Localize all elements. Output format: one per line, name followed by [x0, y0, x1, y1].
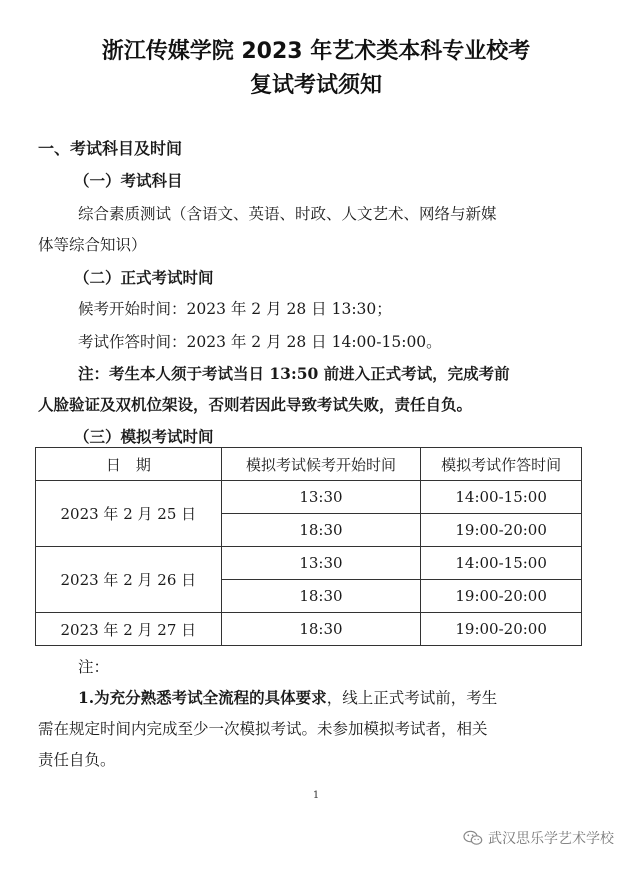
mock-exam-table	[35, 447, 582, 646]
watermark	[463, 828, 614, 848]
answer-cell: 14:00-15:00	[421, 547, 582, 580]
date-cell: 2023 年 2 月 26 日	[36, 547, 222, 613]
section-heading: 一、考试科目及时间	[38, 139, 183, 158]
wait-cell: 18:30	[221, 613, 421, 646]
header-date: 日 期	[36, 448, 222, 481]
note-item1-line2: 需在规定时间内完成至少一次模拟考试。未参加模拟考试者，相关	[38, 720, 488, 738]
watermark-text: 武汉思乐学艺术学校	[488, 831, 614, 847]
table-row	[36, 547, 582, 580]
note-item1-line1	[78, 686, 497, 708]
answer-time: 考试作答时间：2023 年 2 月 28 日 14:00-15:00。	[78, 333, 442, 351]
answer-cell: 19:00-20:00	[421, 613, 582, 646]
formal-note-line1: 注：考生本人须于考试当日 13:50 前进入正式考试，完成考前	[78, 364, 510, 383]
header-answer-time: 模拟考试作答时间	[421, 448, 582, 481]
wait-cell: 13:30	[221, 547, 421, 580]
document-title-line2: 复试考试须知	[249, 73, 382, 98]
wait-cell: 13:30	[221, 481, 421, 514]
notes-label: 注：	[78, 658, 110, 676]
subsection-heading-formal-time: （二）正式考试时间	[74, 268, 214, 287]
document-title-line1: 浙江传媒学院 2023 年艺术类本科专业校考	[101, 39, 531, 64]
wechat-icon	[463, 830, 483, 846]
table-header-row	[36, 448, 582, 481]
answer-cell: 19:00-20:00	[421, 580, 582, 613]
subsection-heading-subjects: （一）考试科目	[74, 171, 183, 190]
formal-note-line2: 人脸验证及双机位架设，否则若因此导致考试失败，责任自负。	[38, 395, 473, 414]
table-row	[36, 481, 582, 514]
page-number: 1	[312, 790, 320, 801]
note-item1-emphasis: 1.为充分熟悉考试全流程的具体要求	[78, 688, 327, 707]
note-item1-rest: ，线上正式考试前，考生	[326, 689, 498, 707]
note-item1-line3: 责任自负。	[38, 751, 116, 769]
date-cell: 2023 年 2 月 25 日	[36, 481, 222, 547]
date-cell: 2023 年 2 月 27 日	[36, 613, 222, 646]
wait-cell: 18:30	[221, 580, 421, 613]
answer-cell: 14:00-15:00	[421, 481, 582, 514]
header-wait-start: 模拟考试候考开始时间	[221, 448, 421, 481]
subject-text-line1: 综合素质测试（含语文、英语、时政、人文艺术、网络与新媒	[78, 205, 497, 223]
answer-cell: 19:00-20:00	[421, 514, 582, 547]
subject-text-line2: 体等综合知识）	[38, 236, 147, 254]
subsection-heading-mock-time: （三）模拟考试时间	[74, 427, 214, 446]
wait-start-time: 候考开始时间：2023 年 2 月 28 日 13:30；	[78, 300, 392, 318]
table-row	[36, 613, 582, 646]
wait-cell: 18:30	[221, 514, 421, 547]
